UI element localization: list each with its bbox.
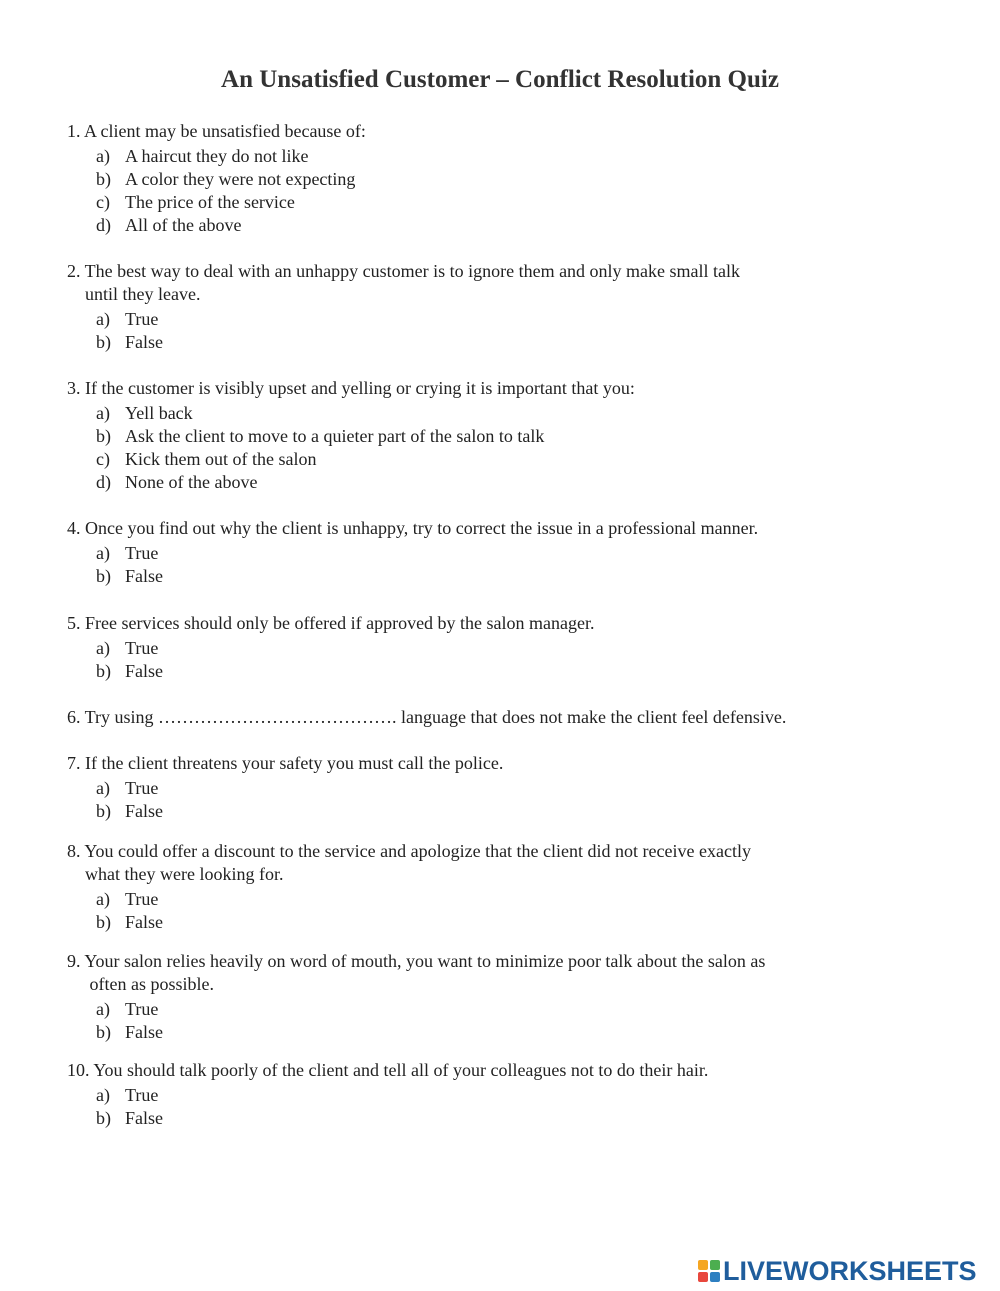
- option-text: A haircut they do not like: [125, 146, 309, 166]
- option-text: Yell back: [125, 403, 193, 423]
- option-text: True: [125, 543, 159, 563]
- answer-option: [67, 331, 740, 354]
- option-letter: b): [96, 332, 111, 352]
- option-text: True: [125, 1085, 159, 1105]
- question-text: 7. If the client threatens your safety you must call the police.: [67, 753, 504, 773]
- option-letter: a): [96, 638, 110, 658]
- question-text: 9. Your salon relies heavily on word of mouth, you want to minimize poor talk about the salon as: [67, 951, 766, 971]
- question-4: [67, 517, 758, 588]
- question-1: [67, 120, 366, 237]
- question-text: 4. Once you find out why the client is unhappy, try to correct the issue in a professional manner.: [67, 518, 759, 538]
- question-text: what they were looking for.: [67, 864, 284, 884]
- logo-square: [698, 1260, 708, 1270]
- liveworksheets-logo: [698, 1256, 994, 1286]
- option-letter: a): [96, 999, 110, 1019]
- answer-option: [67, 402, 635, 425]
- logo-square: [710, 1260, 720, 1270]
- answer-option: [67, 888, 751, 911]
- answer-option: [67, 660, 595, 683]
- option-text: False: [125, 332, 163, 352]
- option-letter: c): [96, 192, 110, 212]
- option-letter: a): [96, 403, 110, 423]
- option-letter: b): [96, 1022, 111, 1042]
- logo-square: [710, 1272, 720, 1282]
- question-8: [67, 840, 751, 934]
- answer-option: [67, 191, 366, 214]
- option-letter: b): [96, 1108, 111, 1128]
- option-text: True: [125, 889, 159, 909]
- answer-option: [67, 168, 366, 191]
- logo-square: [698, 1272, 708, 1282]
- answer-option: [67, 800, 503, 823]
- option-text: None of the above: [125, 472, 258, 492]
- option-text: False: [125, 661, 163, 681]
- question-text: often as possible.: [67, 974, 214, 994]
- option-letter: c): [96, 449, 110, 469]
- answer-option: [67, 998, 765, 1021]
- answer-option: [67, 425, 635, 448]
- question-text: 1. A client may be unsatisfied because of:: [67, 121, 366, 141]
- option-letter: b): [96, 426, 111, 446]
- answer-option: [67, 448, 635, 471]
- answer-option: [67, 471, 635, 494]
- option-letter: b): [96, 566, 111, 586]
- question-2: [67, 260, 740, 354]
- answer-option: [67, 542, 758, 565]
- option-letter: b): [96, 661, 111, 681]
- answer-option: [67, 1107, 708, 1130]
- option-letter: a): [96, 889, 110, 909]
- answer-option: [67, 1021, 765, 1044]
- question-9: [67, 950, 765, 1044]
- answer-option: [67, 214, 366, 237]
- answer-option: [67, 565, 758, 588]
- question-text: 5. Free services should only be offered if approved by the salon manager.: [67, 613, 595, 633]
- option-letter: a): [96, 1085, 110, 1105]
- quiz-title: An Unsatisfied Customer – Conflict Resolution Quiz: [221, 66, 779, 93]
- question-6: [67, 706, 786, 729]
- option-text: False: [125, 1108, 163, 1128]
- question-10: [67, 1059, 708, 1130]
- option-text: Ask the client to move to a quieter part of the salon to talk: [125, 426, 545, 446]
- option-text: False: [125, 1022, 163, 1042]
- option-letter: d): [96, 472, 111, 492]
- question-5: [67, 612, 595, 683]
- option-text: True: [125, 309, 159, 329]
- question-text: 3. If the customer is visibly upset and yelling or crying it is important that you:: [67, 378, 635, 398]
- option-text: False: [125, 566, 163, 586]
- question-text: until they leave.: [67, 284, 201, 304]
- question-text: 2. The best way to deal with an unhappy customer is to ignore them and only make small talk: [67, 261, 741, 281]
- option-text: False: [125, 801, 163, 821]
- option-letter: b): [96, 169, 111, 189]
- answer-option: [67, 777, 503, 800]
- option-text: A color they were not expecting: [125, 169, 356, 189]
- option-text: True: [125, 778, 159, 798]
- option-letter: a): [96, 543, 110, 563]
- question-7: [67, 752, 503, 823]
- option-letter: b): [96, 912, 111, 932]
- answer-option: [67, 637, 595, 660]
- option-text: The price of the service: [125, 192, 295, 212]
- answer-option: [67, 911, 751, 934]
- option-letter: b): [96, 801, 111, 821]
- question-3: [67, 377, 635, 494]
- question-text: 6. Try using …………………………………. language that does not make the client feel defensive.: [67, 707, 787, 727]
- option-letter: d): [96, 215, 111, 235]
- option-text: True: [125, 638, 159, 658]
- option-letter: a): [96, 146, 110, 166]
- option-text: True: [125, 999, 159, 1019]
- question-text: 10. You should talk poorly of the client and tell all of your colleagues not to do their hair.: [67, 1060, 709, 1080]
- option-letter: a): [96, 309, 110, 329]
- option-text: Kick them out of the salon: [125, 449, 317, 469]
- option-letter: a): [96, 778, 110, 798]
- answer-option: [67, 308, 740, 331]
- option-text: All of the above: [125, 215, 242, 235]
- logo-text: LIVEWORKSHEETS: [723, 1256, 977, 1286]
- option-text: False: [125, 912, 163, 932]
- question-text: 8. You could offer a discount to the service and apologize that the client did not receive exactly: [67, 841, 751, 861]
- logo-squares-icon: [698, 1260, 720, 1282]
- answer-option: [67, 145, 366, 168]
- answer-option: [67, 1084, 708, 1107]
